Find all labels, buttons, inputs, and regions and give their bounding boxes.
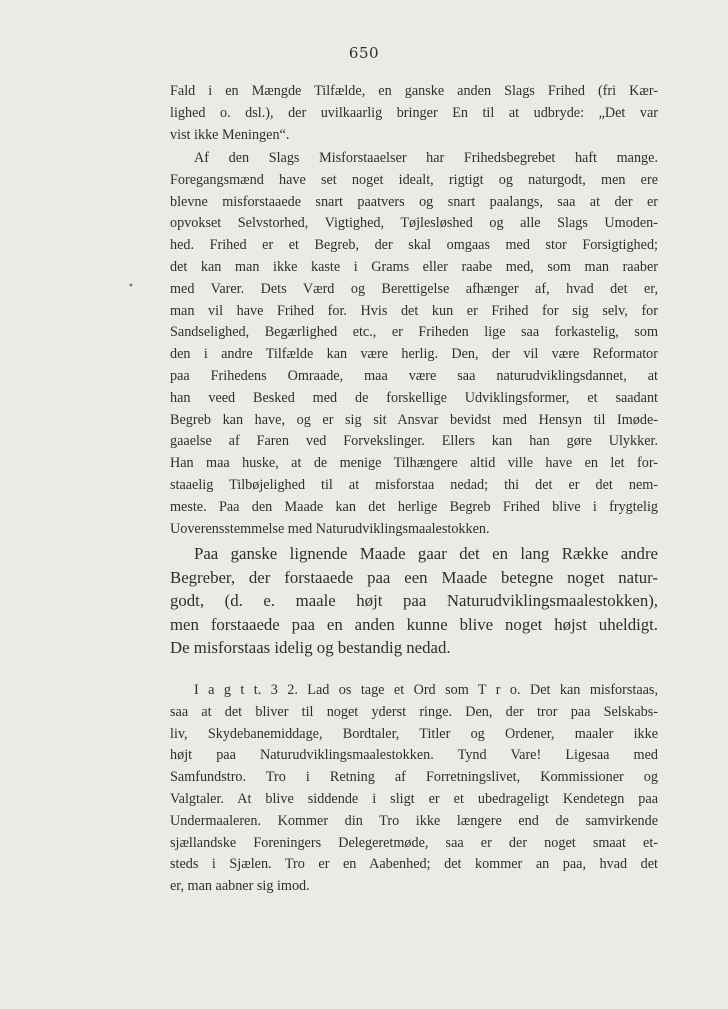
text-line: men forstaaede paa en anden kunne blive noget højst uheldigt. xyxy=(170,614,658,634)
text-line: han veed Besked med de forskellige Udviklingsformer, et saadant xyxy=(170,389,658,406)
text-line: Begreber, der forstaaede paa een Maade betegne noget natur- xyxy=(170,567,658,587)
text-line: opvokset Selvstorhed, Vigtighed, Tøjlesløshed og alle Slags Umoden- xyxy=(170,215,658,232)
text-line: med Varer. Dets Værd og Berettigelse afhænger af, hvad det er, xyxy=(170,280,658,297)
text-line: Paa ganske lignende Maade gaar det en lang Række andre xyxy=(194,544,658,563)
paragraph-4 xyxy=(170,680,658,898)
text-line: liv, Skydebanemiddage, Bordtaler, Titler og Ordener, maaler ikke xyxy=(170,725,658,742)
text-line: Sandselighed, Begærlighed etc., er Friheden lige saa forkastelig, som xyxy=(170,324,658,341)
text-line: godt, (d. e. maale højt paa Naturudviklingsmaalestokken), xyxy=(170,591,658,610)
text-line: sjællandske Foreningers Delegeretmøde, saa er der noget smaat et- xyxy=(170,834,658,851)
text-line: er, man aabner sig imod. xyxy=(170,878,310,895)
text-line: den i andre Tilfælde kan være herlig. Den, der vil være Reformator xyxy=(170,346,658,363)
paragraph-2 xyxy=(170,148,658,540)
text-line: Fald i en Mængde Tilfælde, en ganske anden Slags Frihed (fri Kær- xyxy=(170,83,658,99)
text-line: blevne misforstaaede snart paatvers og snart paalangs, saa at der er xyxy=(170,193,658,210)
text-line: meste. Paa den Maade kan det herlige Begreb Frihed blive i frygtelig xyxy=(170,498,658,515)
text-line: højt paa Naturudviklingsmaalestokken. Tynd Vare! Ligesaa med xyxy=(170,747,658,764)
text-line: gaaelse af Faren ved Forvekslinger. Ellers kan han gøre Ulykker. xyxy=(170,433,658,450)
text-line: Valgtaler. At blive siddende i sligt er et ubedrageligt Kendetegn paa xyxy=(170,790,658,807)
text-line: steds i Sjælen. Tro er en Aabenhed; det kommer an paa, hvad det xyxy=(170,856,658,873)
text-line: vist ikke Meningen“. xyxy=(170,126,290,143)
text-line: Samfundstro. Tro i Retning af Forretningslivet, Kommissioner og xyxy=(170,769,658,786)
text-line: Undermaaleren. Kommer din Tro ikke længere end de samvirkende xyxy=(170,812,658,829)
text-line: Han maa huske, at de menige Tilhængere altid ville have en let for- xyxy=(170,455,658,472)
text-line: Foregangsmænd have set noget idealt, rigtigt og naturgodt, men ere xyxy=(170,171,658,188)
text-line: Af den Slags Misforstaaelser har Frihedsbegrebet haft mange. xyxy=(194,150,658,166)
text-line: Begreb kan have, og er sig sit Ansvar bevidst med Hensyn til Imøde- xyxy=(170,411,658,428)
page-number: 650 xyxy=(348,44,380,62)
text-line: Uoverensstemmelse med Naturudviklingsmaalestokken. xyxy=(170,520,490,537)
text-line: lighed o. dsl.), der uvilkaarlig bringer En til at udbryde: „Det var xyxy=(170,104,658,121)
text-line: I a g t t. 3 2. Lad os tage et Ord som T r o. Det kan misforstaas, xyxy=(194,682,658,698)
text-line: hed. Frihed er et Begreb, der skal omgaas med stor Forsigtighed; xyxy=(170,237,658,254)
paragraph-1 xyxy=(170,81,658,146)
text-line: det kan man ikke kaste i Grams eller raabe med, som man raaber xyxy=(170,258,658,275)
text-line: saa at det bliver til noget yderst ringe. Den, der tror paa Selskabs- xyxy=(170,703,658,720)
text-line: De misforstaas idelig og bestandig nedad. xyxy=(170,638,451,657)
paragraph-3 xyxy=(170,542,658,660)
margin-mark: • xyxy=(128,281,134,292)
text-line: man vil have Frihed for. Hvis det kun er Frihed for sig selv, for xyxy=(170,302,658,319)
text-line: staaelig Tilbøjelighed til at misforstaa nedad; thi det er det nem- xyxy=(170,476,658,493)
text-line: paa Frihedens Omraade, maa være saa naturudviklingsdannet, at xyxy=(170,367,658,384)
